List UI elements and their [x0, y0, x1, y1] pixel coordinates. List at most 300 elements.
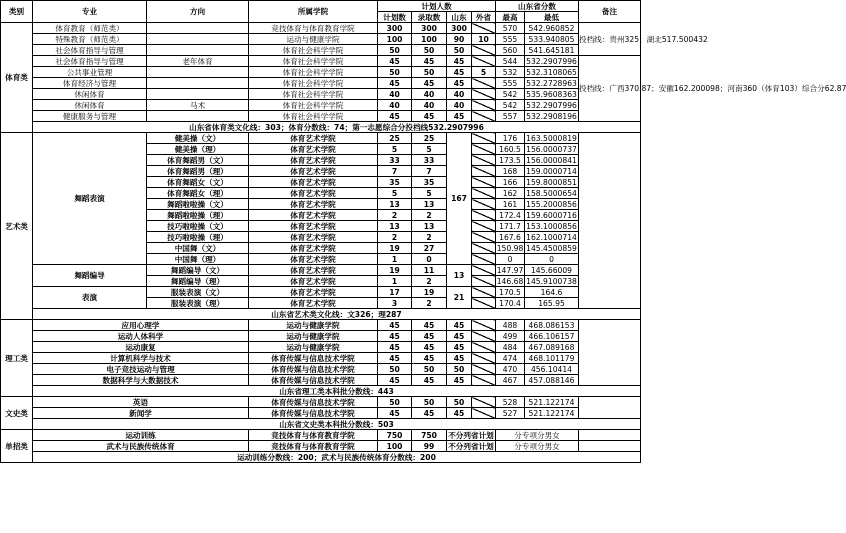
province-note-cell: 不分列省计划	[448, 441, 494, 451]
outside-cell-empty	[472, 188, 496, 199]
outside-cell-empty	[472, 331, 496, 342]
header-direction: 方向	[147, 1, 249, 23]
admit-cell: 40	[412, 89, 447, 100]
outside-cell-empty	[472, 89, 496, 100]
direction-cell: 健美操（理）	[147, 144, 249, 155]
highest-cell: 555	[496, 78, 525, 89]
outside-cell-empty	[472, 342, 496, 353]
direction-cell: 马术	[147, 100, 249, 111]
plan-cell: 50	[378, 67, 412, 78]
admit-cell: 40	[412, 100, 447, 111]
admit-cell: 2	[412, 298, 447, 309]
highest-cell: 470	[496, 364, 525, 375]
major-cell: 健康服务与管理	[33, 111, 147, 122]
admit-cell: 2	[412, 210, 447, 221]
school-cell: 体育社会科学学院	[249, 45, 378, 56]
table-row	[1, 67, 641, 78]
major-cell: 计算机科学与技术	[33, 353, 249, 364]
plan-cell: 17	[378, 287, 412, 298]
lowest-cell: 532.2908196	[526, 111, 577, 121]
table-row	[1, 353, 641, 364]
highest-cell: 146.68	[496, 276, 524, 286]
major-cell: 运动康复	[33, 342, 249, 353]
admit-cell: 11	[412, 265, 447, 276]
category-science: 理工类	[1, 320, 33, 397]
lowest-cell: 521.122174	[525, 408, 579, 419]
header-major: 专业	[33, 1, 147, 23]
outside-cell: 10	[472, 34, 496, 45]
sports-note-bottom: 投档线：广西370.87；安徽162.200098；河南360（体育103）综合分62.87	[579, 56, 641, 122]
school-cell: 体育艺术学院	[249, 243, 378, 254]
remarks-empty	[579, 441, 641, 452]
shandong-cell: 300	[447, 23, 472, 34]
school-cell: 体育艺术学院	[249, 287, 378, 298]
plan-cell: 100	[378, 34, 412, 45]
lowest-cell: 468.086153	[525, 320, 579, 331]
direction-cell	[147, 78, 249, 89]
shandong-cell: 45	[447, 56, 472, 67]
science-summary: 山东省理工类本科批分数线：443	[33, 386, 641, 397]
plan-cell: 13	[378, 199, 412, 210]
plan-cell: 35	[378, 177, 412, 188]
plan-cell: 1	[378, 276, 412, 287]
lowest-cell: 145.66009	[525, 265, 579, 276]
shandong-cell: 45	[447, 408, 472, 419]
summary-row	[1, 309, 641, 320]
shandong-cell: 90	[447, 34, 472, 45]
school-cell: 体育社会科学学院	[249, 67, 378, 78]
outside-cell-empty	[472, 265, 496, 276]
remarks-empty	[579, 320, 641, 386]
highest-cell: 499	[496, 331, 525, 342]
school-cell: 体育艺术学院	[249, 155, 378, 166]
highest-cell: 170.4	[496, 298, 525, 309]
lowest-cell: 456.10414	[525, 364, 579, 375]
plan-cell: 40	[378, 100, 412, 111]
outside-cell: 5	[472, 67, 496, 78]
shandong-cell: 45	[447, 320, 472, 331]
school-cell: 体育艺术学院	[249, 232, 378, 243]
direction-cell	[147, 34, 249, 45]
plan-cell: 100	[378, 441, 412, 452]
outside-cell-empty	[472, 397, 496, 408]
direction-cell	[147, 45, 249, 56]
shandong-cell: 45	[447, 331, 472, 342]
shandong-cell: 45	[447, 353, 472, 364]
table-row	[1, 265, 641, 276]
table-body	[1, 1, 846, 463]
highest-cell: 170.5	[496, 287, 525, 298]
admit-cell: 100	[412, 34, 447, 45]
direction-cell: 舞蹈编导（理）	[147, 276, 249, 287]
admit-cell: 35	[412, 177, 447, 188]
highest-cell: 166	[496, 177, 525, 188]
summary-row	[1, 419, 641, 430]
highest-cell: 171.7	[496, 221, 525, 232]
table-row	[1, 287, 641, 298]
lowest-cell: 541.645181	[525, 45, 579, 56]
table-row	[1, 23, 641, 34]
shandong-cell: 50	[447, 45, 472, 56]
highest-cell: 488	[496, 320, 525, 331]
admit-cell: 45	[412, 320, 447, 331]
table-row	[1, 430, 641, 441]
lowest-cell: 162.1000714	[526, 232, 577, 242]
outside-cell-empty	[472, 177, 496, 188]
outside-cell-empty	[472, 78, 496, 89]
highest-cell: 161	[496, 199, 525, 210]
major-cell: 电子竞技运动与管理	[33, 364, 249, 375]
highest-cell: 527	[496, 408, 525, 419]
lowest-cell: 155.2000856	[526, 199, 577, 209]
direction-cell: 舞蹈啦啦操（文）	[147, 199, 249, 210]
plan-cell: 5	[378, 188, 412, 199]
admit-cell: 45	[412, 353, 447, 364]
shandong-cell: 45	[447, 375, 472, 386]
highest-cell: 544	[496, 56, 525, 67]
school-cell: 体育艺术学院	[249, 177, 378, 188]
shandong-cell: 50	[447, 364, 472, 375]
summary-row	[1, 452, 641, 463]
school-cell: 体育艺术学院	[249, 276, 378, 287]
direction-cell	[147, 111, 249, 122]
highest-cell: 557	[496, 111, 525, 122]
lowest-cell: 156.0000841	[526, 155, 577, 165]
plan-cell: 45	[378, 111, 412, 122]
table-row	[1, 320, 641, 331]
direction-cell: 体育舞蹈男（文）	[147, 155, 249, 166]
admit-cell: 33	[412, 155, 447, 166]
header-category: 类别	[1, 1, 33, 23]
direction-cell	[147, 89, 249, 100]
school-cell: 竞技体育与体育教育学院	[249, 430, 378, 441]
plan-cell: 45	[378, 353, 412, 364]
lowest-cell: 457.088146	[525, 375, 579, 386]
outside-cell-empty	[472, 287, 496, 298]
admit-cell: 13	[412, 199, 447, 210]
plan-cell: 45	[378, 56, 412, 67]
outside-cell-empty	[472, 144, 496, 155]
major-cell: 新闻学	[33, 408, 249, 419]
direction-cell: 服装表演（文）	[147, 287, 249, 298]
outside-cell-empty	[472, 408, 496, 419]
admit-cell: 99	[412, 441, 447, 452]
lowest-cell: 164.6	[525, 287, 579, 298]
plan-cell: 45	[378, 375, 412, 386]
plan-cell: 5	[378, 144, 412, 155]
summary-row	[1, 386, 641, 397]
school-cell: 体育传媒与信息技术学院	[249, 408, 378, 419]
direction-cell: 体育舞蹈女（文）	[147, 177, 249, 188]
admit-cell: 25	[412, 133, 447, 144]
shandong-cell: 50	[447, 397, 472, 408]
admit-cell: 50	[412, 397, 447, 408]
direction-cell: 中国舞（文）	[147, 243, 249, 254]
plan-cell: 33	[378, 155, 412, 166]
plan-cell: 45	[378, 331, 412, 342]
header-shandong: 山东	[447, 12, 472, 23]
score-note-cell: 分专项分男女	[496, 441, 579, 452]
province-note-cell: 不分列省计划	[448, 430, 494, 440]
lowest-cell: 532.3108065	[526, 67, 577, 77]
plan-cell: 45	[378, 342, 412, 353]
outside-cell-empty	[472, 210, 496, 221]
major-cell: 体育经济与管理	[33, 78, 147, 89]
lowest-cell: 159.8000851	[526, 177, 577, 187]
sports-note-top: 投档线：贵州325；湖北517.500432	[579, 23, 641, 56]
remarks-empty	[579, 397, 641, 419]
shandong-cell: 45	[447, 78, 472, 89]
shandong-cell: 45	[447, 67, 472, 78]
highest-cell: 555	[496, 34, 525, 45]
single-summary: 运动训练分数线：200；武术与民族传统体育分数线：200	[33, 452, 641, 463]
liberal-summary: 山东省文史类本科批分数线：503	[33, 419, 641, 430]
category-arts: 艺术类	[1, 133, 33, 320]
lowest-cell: 532.2907996	[526, 56, 577, 66]
major-cell: 武术与民族传统体育	[33, 441, 249, 452]
plan-cell: 25	[378, 133, 412, 144]
category-sports: 体育类	[1, 23, 33, 133]
outside-cell-empty	[472, 133, 496, 144]
outside-cell-empty	[472, 254, 496, 265]
direction-cell: 舞蹈啦啦操（理）	[147, 210, 249, 221]
lowest-cell: 532.2907996	[526, 100, 577, 110]
admit-cell: 300	[412, 23, 447, 34]
admit-cell: 5	[412, 188, 447, 199]
outside-cell-empty	[472, 353, 496, 364]
school-cell: 运动与健康学院	[249, 342, 378, 353]
admit-cell: 45	[412, 408, 447, 419]
highest-cell: 474	[496, 353, 525, 364]
plan-cell: 40	[378, 89, 412, 100]
plan-cell: 7	[378, 166, 412, 177]
direction-cell: 老年体育	[147, 56, 249, 67]
highest-cell: 147.97	[496, 265, 524, 275]
outside-cell-empty	[472, 199, 496, 210]
table-row	[1, 342, 641, 353]
major-choreography: 舞蹈编导	[33, 265, 147, 287]
table-row	[1, 375, 641, 386]
header-school: 所属学院	[249, 1, 378, 23]
header-remarks: 备注	[579, 1, 641, 23]
lowest-cell: 159.6000716	[526, 210, 577, 220]
outside-cell-empty	[472, 221, 496, 232]
plan-cell: 50	[378, 397, 412, 408]
outside-cell-empty	[472, 298, 496, 309]
summary-row	[1, 122, 641, 133]
major-cell: 数据科学与大数据技术	[33, 375, 249, 386]
table-row	[1, 408, 641, 419]
table-row	[1, 441, 641, 452]
major-cell: 社会体育指导与管理	[33, 45, 147, 56]
admit-cell: 45	[412, 56, 447, 67]
arts-remarks-empty	[579, 133, 641, 309]
school-cell: 体育社会科学学院	[249, 89, 378, 100]
direction-cell: 体育舞蹈女（理）	[147, 188, 249, 199]
lowest-cell: 535.9608363	[526, 89, 577, 99]
direction-cell: 技巧啦啦操（理）	[147, 232, 249, 243]
outside-cell-empty	[472, 23, 496, 34]
school-cell: 竞技体育与体育教育学院	[249, 441, 378, 452]
admit-cell: 27	[412, 243, 447, 254]
table-row	[1, 331, 641, 342]
school-cell: 体育传媒与信息技术学院	[249, 375, 378, 386]
outside-cell-empty	[472, 243, 496, 254]
school-cell: 体育艺术学院	[249, 188, 378, 199]
lowest-cell: 156.0000737	[526, 144, 577, 154]
dance-total: 167	[447, 133, 472, 265]
header-plan-count: 计划数	[378, 12, 412, 23]
score-note-cell: 分专项分男女	[496, 430, 579, 441]
highest-cell: 484	[496, 342, 525, 353]
direction-cell: 舞蹈编导（文）	[147, 265, 249, 276]
plan-cell: 750	[378, 430, 412, 441]
highest-cell: 532	[496, 67, 525, 78]
table-row	[1, 34, 641, 45]
highest-cell: 467	[496, 375, 525, 386]
header-lowest: 最低	[525, 12, 579, 23]
lowest-cell: 542.960852	[525, 23, 579, 34]
school-cell: 运动与健康学院	[249, 331, 378, 342]
header-admit-count: 录取数	[412, 12, 447, 23]
lowest-cell: 159.0000714	[526, 166, 577, 176]
highest-cell: 160.5	[496, 144, 525, 155]
major-cell: 社会体育指导与管理	[33, 56, 147, 67]
plan-cell: 13	[378, 221, 412, 232]
performance-total: 21	[447, 287, 472, 309]
sports-summary: 山东省体育类文化线：303；体育分数线：74；第一志愿综合分投档线532.2907996	[33, 122, 641, 133]
plan-cell: 19	[378, 265, 412, 276]
outside-cell-empty	[472, 166, 496, 177]
admit-cell: 750	[412, 430, 447, 441]
lowest-cell: 468.101179	[525, 353, 579, 364]
table-row	[1, 89, 641, 100]
choreography-total: 13	[447, 265, 472, 287]
lowest-cell: 165.95	[525, 298, 579, 309]
plan-cell: 2	[378, 210, 412, 221]
lowest-cell: 467.089168	[525, 342, 579, 353]
outside-cell-empty	[472, 364, 496, 375]
plan-cell: 50	[378, 364, 412, 375]
table-row	[1, 78, 641, 89]
direction-cell: 体育舞蹈男（理）	[147, 166, 249, 177]
major-cell: 休闲体育	[33, 100, 147, 111]
direction-cell	[147, 67, 249, 78]
plan-cell: 19	[378, 243, 412, 254]
school-cell: 体育艺术学院	[249, 221, 378, 232]
outside-cell-empty	[472, 56, 496, 67]
major-cell: 公共事业管理	[33, 67, 147, 78]
admit-cell: 45	[412, 342, 447, 353]
admit-cell: 50	[412, 364, 447, 375]
header-row-top	[1, 1, 641, 12]
major-cell: 运动训练	[33, 430, 249, 441]
school-cell: 体育艺术学院	[249, 298, 378, 309]
admit-cell: 7	[412, 166, 447, 177]
outside-cell-empty	[472, 320, 496, 331]
school-cell: 竞技体育与体育教育学院	[249, 23, 378, 34]
lowest-cell: 153.1000856	[526, 221, 577, 231]
major-cell: 英语	[33, 397, 249, 408]
school-cell: 体育艺术学院	[249, 133, 378, 144]
direction-cell	[147, 23, 249, 34]
major-cell: 运动人体科学	[33, 331, 249, 342]
shandong-cell: 45	[447, 111, 472, 122]
outside-cell-empty	[472, 232, 496, 243]
school-cell: 体育艺术学院	[249, 144, 378, 155]
highest-cell: 162	[496, 188, 525, 199]
major-cell: 应用心理学	[33, 320, 249, 331]
admit-cell: 5	[412, 144, 447, 155]
admit-cell: 45	[412, 111, 447, 122]
outside-cell-empty	[472, 45, 496, 56]
outside-cell-empty	[472, 375, 496, 386]
lowest-cell: 145.4500859	[526, 243, 577, 253]
admit-cell: 2	[412, 276, 447, 287]
direction-cell: 技巧啦啦操（文）	[147, 221, 249, 232]
table-row	[1, 111, 641, 122]
lowest-cell: 145.9100738	[526, 276, 577, 286]
highest-cell: 528	[496, 397, 525, 408]
highest-cell: 0	[496, 254, 525, 265]
admit-cell: 45	[412, 331, 447, 342]
admit-cell: 50	[412, 45, 447, 56]
plan-cell: 45	[378, 408, 412, 419]
plan-cell: 3	[378, 298, 412, 309]
table-row	[1, 100, 641, 111]
school-cell: 体育社会科学学院	[249, 111, 378, 122]
highest-cell: 167.6	[496, 232, 525, 243]
highest-cell: 168	[496, 166, 525, 177]
major-cell: 特殊教育（师范类）	[33, 34, 147, 45]
outside-cell-empty	[472, 276, 496, 287]
admit-cell: 45	[412, 375, 447, 386]
admit-cell: 0	[412, 254, 447, 265]
major-cell: 体育教育（师范类）	[33, 23, 147, 34]
table-row	[1, 397, 641, 408]
lowest-cell: 532.2728963	[526, 78, 577, 88]
plan-cell: 2	[378, 232, 412, 243]
admit-cell: 2	[412, 232, 447, 243]
table-row	[1, 56, 641, 67]
category-single: 单招类	[1, 430, 33, 463]
admit-cell: 50	[412, 67, 447, 78]
school-cell: 体育艺术学院	[249, 166, 378, 177]
school-cell: 运动与健康学院	[249, 320, 378, 331]
highest-cell: 542	[496, 89, 525, 100]
school-cell: 体育社会科学学院	[249, 78, 378, 89]
admit-cell: 13	[412, 221, 447, 232]
plan-cell: 300	[378, 23, 412, 34]
lowest-cell: 0	[525, 254, 579, 265]
school-cell: 体育艺术学院	[249, 210, 378, 221]
lowest-cell: 163.5000819	[526, 133, 577, 143]
table-row	[1, 45, 641, 56]
lowest-cell: 521.122174	[525, 397, 579, 408]
school-cell: 体育传媒与信息技术学院	[249, 364, 378, 375]
highest-cell: 173.5	[496, 155, 525, 166]
highest-cell: 172.4	[496, 210, 525, 221]
table-row	[1, 364, 641, 375]
category-liberal: 文史类	[1, 397, 33, 430]
school-cell: 运动与健康学院	[249, 34, 378, 45]
plan-cell: 45	[378, 78, 412, 89]
highest-cell: 176	[496, 133, 525, 144]
school-cell: 体育传媒与信息技术学院	[249, 397, 378, 408]
arts-summary: 山东省艺术类文化线：文326；理287	[33, 309, 641, 320]
header-highest: 最高	[496, 12, 525, 23]
outside-cell-empty	[472, 155, 496, 166]
